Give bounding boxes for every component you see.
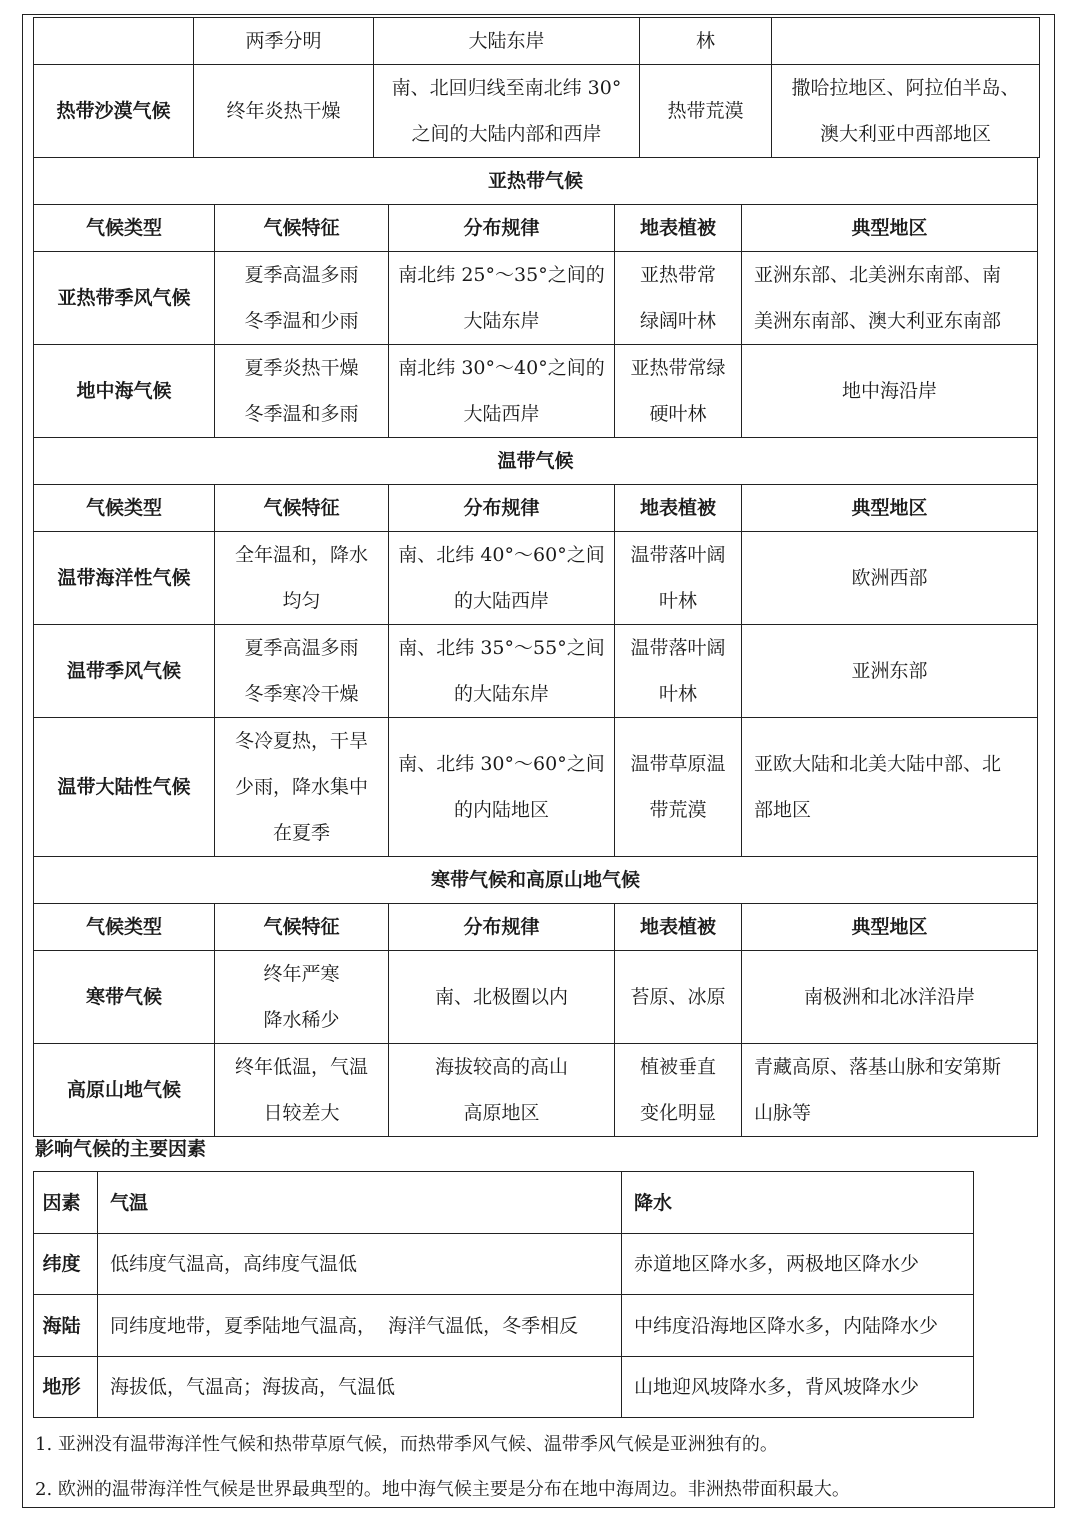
cell-type: 地中海气候	[34, 345, 215, 438]
table-row	[34, 532, 1038, 625]
cell-line: 温带落叶阔	[630, 637, 726, 659]
cell-feature: 两季分明	[194, 18, 374, 65]
cell-line: 少雨，降水集中	[234, 776, 368, 798]
cell-region	[772, 18, 1040, 65]
cell-vegetation	[615, 532, 742, 625]
cell-region	[772, 65, 1040, 158]
table-row	[34, 1234, 974, 1295]
cell-line: 冬冷夏热，干旱	[234, 730, 368, 752]
cell-region: 南极洲和北冰洋沿岸	[742, 951, 1038, 1044]
cell-vegetation	[615, 625, 742, 718]
cell-distribution	[389, 1044, 615, 1137]
cell-line: 植被垂直	[639, 1056, 716, 1078]
header-vegetation: 地表植被	[615, 205, 742, 252]
header-distribution: 分布规律	[389, 205, 615, 252]
cell-line: 的大陆西岸	[453, 590, 549, 612]
cell-factor: 海陆	[34, 1295, 98, 1357]
table-row	[34, 345, 1038, 438]
cell-feature	[215, 345, 389, 438]
cell-type: 温带大陆性气候	[34, 718, 215, 857]
header-factor: 因素	[34, 1172, 98, 1234]
cell-line: 青藏高原、落基山脉和安第斯	[754, 1056, 1002, 1078]
cell-distribution	[374, 65, 640, 158]
cell-line: 叶林	[658, 683, 697, 705]
header-region: 典型地区	[742, 205, 1038, 252]
cell-line: 南、北纬 30°～60°之间	[398, 753, 605, 775]
cell-line: 变化明显	[639, 1102, 716, 1124]
cell-line: 部地区	[754, 799, 812, 821]
cell-line: 亚热带常绿	[630, 357, 726, 379]
cell-region	[742, 1044, 1038, 1137]
cell-line: 绿阔叶林	[639, 310, 716, 332]
cell-distribution: 南、北极圈以内	[389, 951, 615, 1044]
factors-heading: 影响气候的主要因素	[35, 1138, 207, 1160]
cell-distribution	[389, 252, 615, 345]
cell-precipitation: 赤道地区降水多，两极地区降水少	[622, 1234, 974, 1295]
table-row	[34, 951, 1038, 1044]
cell-region	[742, 252, 1038, 345]
cell-temperature: 同纬度地带，夏季陆地气温高， 海洋气温低，冬季相反	[98, 1295, 622, 1357]
cell-type: 寒带气候	[34, 951, 215, 1044]
cell-distribution: 大陆东岸	[374, 18, 640, 65]
cell-feature	[215, 252, 389, 345]
tropical-table-continued	[33, 17, 1040, 158]
header-type: 气候类型	[34, 485, 215, 532]
factors-table	[33, 1171, 974, 1418]
cell-type: 高原山地气候	[34, 1044, 215, 1137]
header-type: 气候类型	[34, 904, 215, 951]
table-row	[34, 1295, 974, 1357]
cell-line: 南北纬 25°～35°之间的	[398, 264, 605, 286]
cell-feature	[215, 951, 389, 1044]
cell-vegetation: 热带荒漠	[640, 65, 772, 158]
cell-region	[742, 718, 1038, 857]
cell-line: 南北纬 30°～40°之间的	[398, 357, 605, 379]
note-2: 2. 欧洲的温带海洋性气候是世界最典型的。地中海气候主要是分布在地中海周边。非洲热带面积最大。	[35, 1479, 850, 1500]
cell-line: 夏季高温多雨	[244, 264, 359, 286]
cell-line: 温带草原温	[630, 753, 726, 775]
cell-line: 均匀	[282, 590, 321, 612]
cell-line: 海拔较高的高山	[434, 1056, 568, 1078]
cell-line: 夏季高温多雨	[244, 637, 359, 659]
cell-feature	[215, 532, 389, 625]
cell-line: 在夏季	[272, 822, 330, 844]
table-row	[34, 252, 1038, 345]
cell-line: 全年温和，降水	[234, 544, 368, 566]
header-vegetation: 地表植被	[615, 904, 742, 951]
cell-line: 之间的大陆内部和西岸	[411, 123, 602, 145]
cell-type: 温带海洋性气候	[34, 532, 215, 625]
table-row	[34, 65, 1040, 158]
cell-distribution	[389, 345, 615, 438]
cell-line: 日较差大	[263, 1102, 340, 1124]
table-row	[34, 718, 1038, 857]
header-feature: 气候特征	[215, 904, 389, 951]
cell-line: 冬季温和多雨	[244, 403, 359, 425]
section-row	[34, 438, 1038, 485]
cell-line: 温带落叶阔	[630, 544, 726, 566]
cell-feature	[215, 718, 389, 857]
table-row	[34, 1044, 1038, 1137]
cell-vegetation	[615, 345, 742, 438]
cell-vegetation: 林	[640, 18, 772, 65]
header-row	[34, 485, 1038, 532]
table-row	[34, 1357, 974, 1418]
header-row	[34, 904, 1038, 951]
header-feature: 气候特征	[215, 485, 389, 532]
cell-line: 美洲东南部、澳大利亚东南部	[754, 310, 1002, 332]
cell-precipitation: 山地迎风坡降水多，背风坡降水少	[622, 1357, 974, 1418]
cell-type	[34, 18, 194, 65]
cell-region: 欧洲西部	[742, 532, 1038, 625]
cell-factor: 纬度	[34, 1234, 98, 1295]
cell-line: 南、北纬 40°～60°之间	[398, 544, 605, 566]
cell-vegetation	[615, 718, 742, 857]
table-row	[34, 18, 1040, 65]
header-region: 典型地区	[742, 904, 1038, 951]
header-feature: 气候特征	[215, 205, 389, 252]
cell-line: 夏季炎热干燥	[244, 357, 359, 379]
cell-line: 山脉等	[754, 1102, 812, 1124]
cell-line: 终年严寒	[263, 963, 340, 985]
section-title-subtropical: 亚热带气候	[34, 158, 1038, 205]
cell-line: 的内陆地区	[453, 799, 549, 821]
cell-line: 的大陆东岸	[453, 683, 549, 705]
cell-feature	[215, 625, 389, 718]
header-type: 气候类型	[34, 205, 215, 252]
cell-region: 亚洲东部	[742, 625, 1038, 718]
header-distribution: 分布规律	[389, 485, 615, 532]
header-row	[34, 205, 1038, 252]
cell-line: 撒哈拉地区、阿拉伯半岛、	[791, 77, 1020, 99]
section-row	[34, 158, 1038, 205]
cell-line: 澳大利亚中西部地区	[819, 123, 991, 145]
cell-temperature: 低纬度气温高，高纬度气温低	[98, 1234, 622, 1295]
header-temperature: 气温	[98, 1172, 622, 1234]
section-title-cold: 寒带气候和高原山地气候	[34, 857, 1038, 904]
cell-line: 冬季温和少雨	[244, 310, 359, 332]
cell-vegetation	[615, 252, 742, 345]
cell-type: 热带沙漠气候	[34, 65, 194, 158]
cell-vegetation: 苔原、冰原	[615, 951, 742, 1044]
cell-region: 地中海沿岸	[742, 345, 1038, 438]
cell-line: 硬叶林	[649, 403, 707, 425]
cell-line: 亚欧大陆和北美大陆中部、北	[754, 753, 1002, 775]
table-row	[34, 625, 1038, 718]
cell-distribution	[389, 625, 615, 718]
cell-line: 叶林	[658, 590, 697, 612]
note-1: 1. 亚洲没有温带海洋性气候和热带草原气候，而热带季风气候、温带季风气候是亚洲独有的。	[35, 1434, 778, 1455]
cell-line: 终年低温，气温	[234, 1056, 368, 1078]
section-title-temperate: 温带气候	[34, 438, 1038, 485]
cell-vegetation	[615, 1044, 742, 1137]
section-row	[34, 857, 1038, 904]
header-region: 典型地区	[742, 485, 1038, 532]
cell-type: 温带季风气候	[34, 625, 215, 718]
cell-line: 高原地区	[463, 1102, 540, 1124]
cell-line: 冬季寒冷干燥	[244, 683, 359, 705]
cell-factor: 地形	[34, 1357, 98, 1418]
header-vegetation: 地表植被	[615, 485, 742, 532]
cell-feature: 终年炎热干燥	[194, 65, 374, 158]
header-distribution: 分布规律	[389, 904, 615, 951]
cell-distribution	[389, 532, 615, 625]
cell-precipitation: 中纬度沿海地区降水多，内陆降水少	[622, 1295, 974, 1357]
cell-line: 南、北纬 35°～55°之间	[398, 637, 605, 659]
cell-line: 南、北回归线至南北纬 30°	[391, 77, 622, 99]
header-precipitation: 降水	[622, 1172, 974, 1234]
cell-distribution	[389, 718, 615, 857]
cell-line: 带荒漠	[649, 799, 707, 821]
climate-table	[33, 157, 1038, 1137]
cell-line: 亚热带常	[639, 264, 716, 286]
cell-line: 亚洲东部、北美洲东南部、南	[754, 264, 1002, 286]
cell-line: 降水稀少	[263, 1009, 340, 1031]
cell-type: 亚热带季风气候	[34, 252, 215, 345]
cell-line: 大陆西岸	[463, 403, 540, 425]
header-row	[34, 1172, 974, 1234]
cell-feature	[215, 1044, 389, 1137]
cell-temperature: 海拔低，气温高；海拔高，气温低	[98, 1357, 622, 1418]
cell-line: 大陆东岸	[463, 310, 540, 332]
